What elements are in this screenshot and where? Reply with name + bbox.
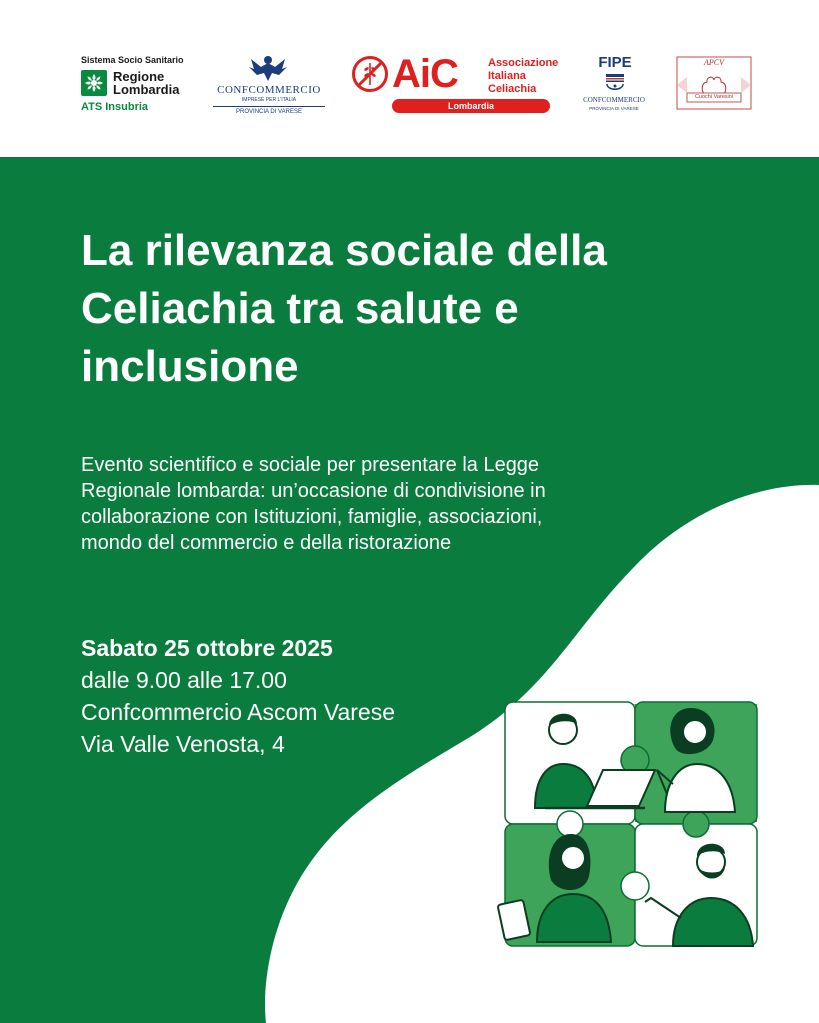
- aic-gluten-free-icon: [351, 55, 389, 98]
- regione-name-line1: Regione: [113, 69, 165, 84]
- event-address: Via Valle Venosta, 4: [81, 731, 285, 757]
- fipe-name: FIPE: [598, 54, 632, 71]
- event-title: La rilevanza sociale della Celiachia tra salute e inclusione: [81, 226, 607, 392]
- ats-insubria-label: ATS Insubria: [81, 101, 149, 113]
- confcommercio-eagle-icon: [249, 53, 287, 88]
- fipe-province: PROVINCIA DI VARESE: [589, 106, 639, 111]
- aic-description: [488, 57, 558, 96]
- regione-top-label: Sistema Socio Sanitario: [81, 55, 184, 65]
- regione-name-line2: Lombardia: [113, 82, 180, 97]
- logo-header: [0, 0, 819, 157]
- regione-name: [113, 70, 179, 96]
- aic-line2: Italiana: [488, 70, 526, 82]
- apcv-label: Cuochi Varesini: [694, 94, 734, 100]
- confcommercio-province: PROVINCIA DI VARESE: [213, 106, 325, 115]
- event-date: Sabato 25 ottobre 2025: [81, 635, 333, 661]
- aic-region-bar: Lombardia: [392, 99, 550, 113]
- event-venue: Confcommercio Ascom Varese: [81, 699, 396, 725]
- confcommercio-tagline: IMPRESE PER L'ITALIA: [241, 97, 297, 103]
- aic-line3: Celiachia: [488, 83, 537, 95]
- event-description: Evento scientifico e sociale per presentare la Legge Regionale lombarda: un’occasione di condivisione in collaborazione con Istituzioni, famiglie, associazioni, mondo del commercio e della ristorazione: [81, 454, 546, 554]
- puzzle-people-illustration: [485, 690, 780, 960]
- regione-lombardia-logo-icon: [81, 70, 107, 96]
- apcv-mark: APCV: [704, 58, 724, 67]
- aic-mark: AiC: [392, 52, 458, 96]
- aic-line1: Associazione: [488, 57, 559, 69]
- fipe-confcommercio: CONFCOMMERCIO: [583, 96, 645, 104]
- event-time: dalle 9.00 alle 17.00: [81, 667, 287, 693]
- confcommercio-name: CONFCOMMERCIO: [217, 84, 321, 96]
